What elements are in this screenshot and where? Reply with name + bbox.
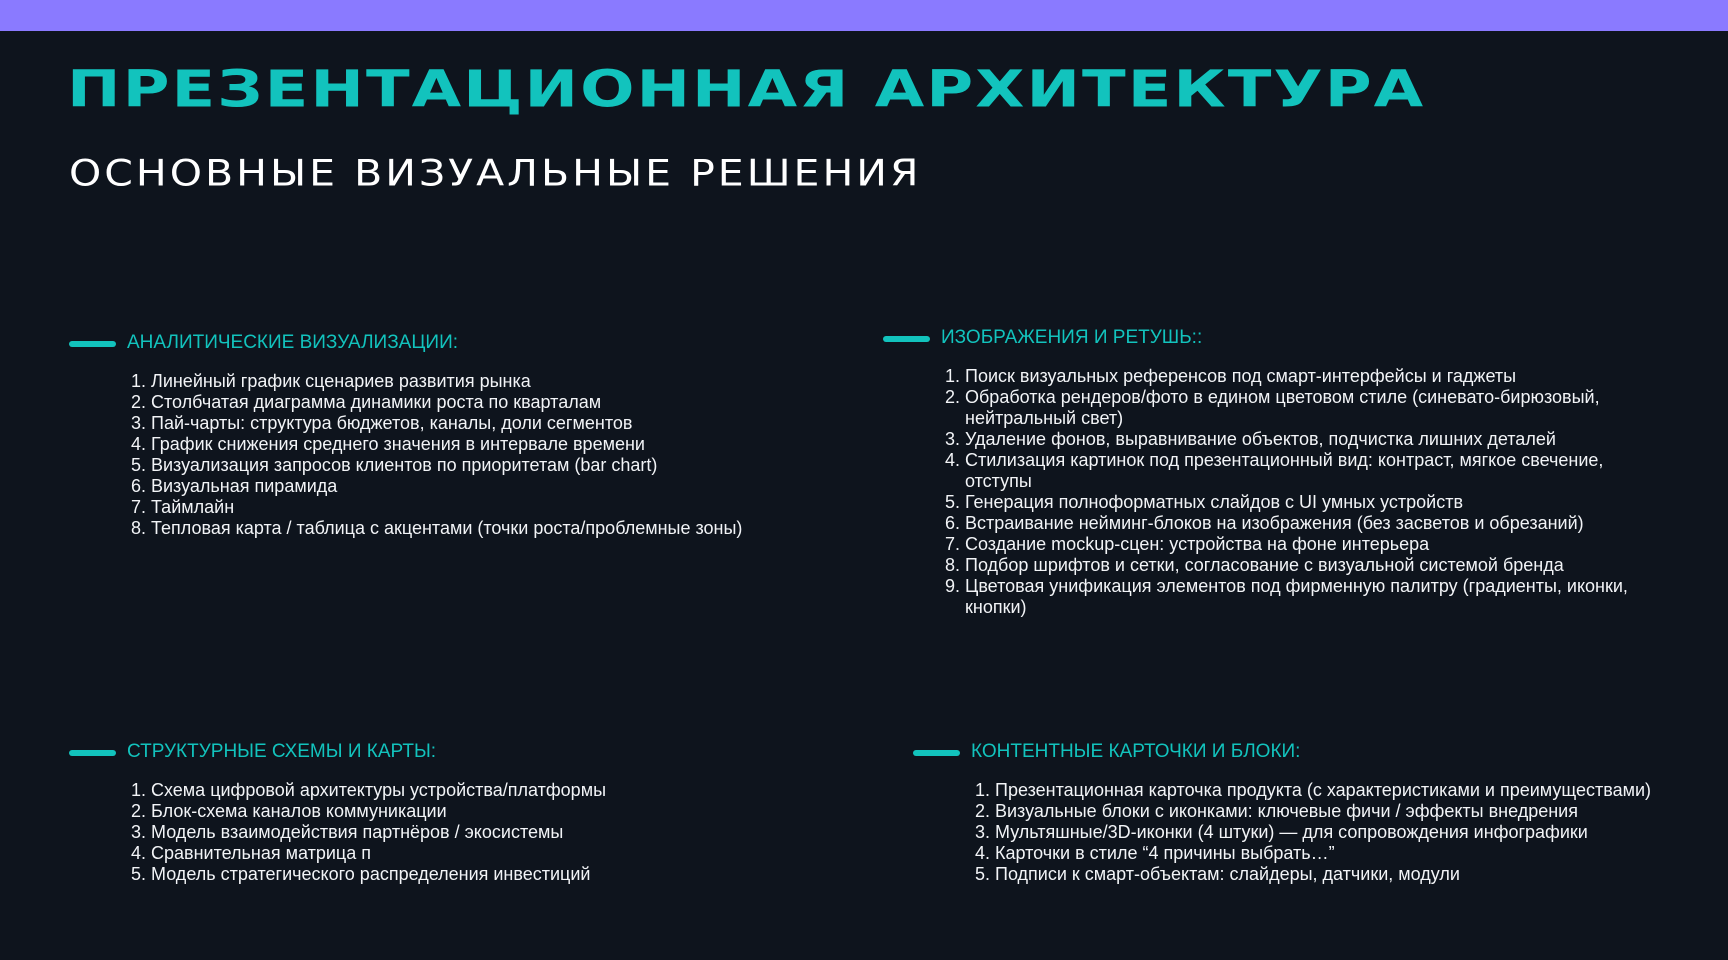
list-item	[131, 434, 749, 455]
item-text: Удаление фонов, выравнивание объектов, подчистка лишних деталей	[965, 429, 1556, 449]
item-text: Сравнительная матрица п	[151, 843, 371, 863]
list-item	[131, 476, 749, 497]
section-title: КОНТЕНТНЫЕ КАРТОЧКИ И БЛОКИ:	[971, 741, 1301, 762]
list-item	[975, 822, 1655, 843]
section-content-cards	[913, 740, 1673, 884]
item-number: 4.	[131, 843, 147, 863]
list-item	[131, 843, 749, 864]
item-text: Схема цифровой архитектуры устройства/платформы	[151, 780, 607, 800]
item-number: 2.	[131, 801, 147, 821]
item-text: Презентационная карточка продукта (с характеристиками и преимуществами)	[995, 780, 1651, 800]
item-text: Встраивание нейминг-блоков на изображения (без засветов и обрезаний)	[965, 513, 1584, 533]
item-number: 2.	[975, 801, 991, 821]
item-number: 5.	[131, 455, 147, 475]
accent-line	[913, 750, 960, 756]
list-item	[131, 371, 749, 392]
section-title: АНАЛИТИЧЕСКИЕ ВИЗУАЛИЗАЦИИ:	[127, 332, 459, 353]
list-item	[131, 822, 749, 843]
item-text: Модель стратегического распределения инвестиций	[151, 864, 591, 884]
section-header	[69, 740, 749, 764]
accent-line	[69, 341, 116, 347]
item-number: 6.	[131, 476, 147, 496]
item-text: Таймлайн	[151, 497, 235, 517]
item-text: Поиск визуальных референсов под смарт-интерфейсы и гаджеты	[965, 366, 1517, 386]
list-item	[945, 429, 1663, 450]
item-number: 1.	[131, 371, 147, 391]
list-item	[945, 555, 1663, 576]
item-text: Визуальная пирамида	[151, 476, 338, 496]
list-item	[131, 455, 749, 476]
item-text: График снижения среднего значения в интервале времени	[151, 434, 645, 454]
item-text: Модель взаимодействия партнёров / экосистемы	[151, 822, 564, 842]
item-text: Цветовая унификация элементов под фирменную палитру (градиенты, иконки, кнопки)	[965, 576, 1628, 617]
item-number: 5.	[975, 864, 991, 884]
item-text: Обработка рендеров/фото в едином цветовом стиле (синевато-бирюзовый, нейтральный свет)	[965, 387, 1600, 428]
list-item	[131, 497, 749, 518]
list-item	[975, 780, 1655, 801]
item-text: Тепловая карта / таблица с акцентами (точки роста/проблемные зоны)	[151, 518, 743, 538]
item-list	[131, 371, 749, 539]
item-text: Карточки в стиле “4 причины выбрать…”	[995, 843, 1335, 863]
item-number: 1.	[131, 780, 147, 800]
item-number: 4.	[945, 450, 961, 470]
item-number: 3.	[131, 413, 147, 433]
list-item	[131, 518, 749, 539]
top-accent-bar	[0, 0, 1728, 31]
accent-line	[69, 750, 116, 756]
item-number: 2.	[131, 392, 147, 412]
page-subtitle: ОСНОВНЫЕ ВИЗУАЛЬНЫЕ РЕШЕНИЯ	[69, 152, 922, 195]
list-item	[945, 492, 1663, 513]
item-text: Столбчатая диаграмма динамики роста по кварталам	[151, 392, 602, 412]
item-text: Подбор шрифтов и сетки, согласование с визуальной системой бренда	[965, 555, 1564, 575]
item-number: 4.	[975, 843, 991, 863]
section-header	[69, 331, 749, 355]
section-analytics	[69, 331, 749, 538]
item-text: Мультяшные/3D-иконки (4 штуки) — для сопровождения инфографики	[995, 822, 1588, 842]
list-item	[945, 576, 1663, 618]
list-item	[945, 513, 1663, 534]
item-number: 2.	[945, 387, 961, 407]
list-item	[131, 801, 749, 822]
accent-line	[883, 336, 930, 342]
item-text: Линейный график сценариев развития рынка	[151, 371, 531, 391]
list-item	[945, 450, 1663, 492]
item-text: Генерация полноформатных слайдов с UI умных устройств	[965, 492, 1464, 512]
section-header	[883, 326, 1663, 350]
section-images-retouch	[883, 326, 1663, 617]
item-text: Создание mockup-сцен: устройства на фоне интерьера	[965, 534, 1430, 554]
list-item	[131, 392, 749, 413]
section-title: ИЗОБРАЖЕНИЯ И РЕТУШЬ::	[941, 327, 1203, 348]
item-text: Стилизация картинок под презентационный вид: контраст, мягкое свечение, отступы	[965, 450, 1604, 491]
item-number: 1.	[945, 366, 961, 386]
item-number: 5.	[131, 864, 147, 884]
item-text: Блок-схема каналов коммуникации	[151, 801, 447, 821]
item-number: 8.	[945, 555, 961, 575]
item-number: 8.	[131, 518, 147, 538]
item-number: 6.	[945, 513, 961, 533]
item-text: Визуальные блоки с иконками: ключевые фичи / эффекты внедрения	[995, 801, 1578, 821]
list-item	[975, 864, 1655, 885]
page-title: ПРЕЗЕНТАЦИОННАЯ АРХИТЕКТУРА	[67, 60, 1426, 120]
item-number: 9.	[945, 576, 961, 596]
section-header	[913, 740, 1673, 764]
section-structural-schemes	[69, 740, 749, 884]
item-text: Пай-чарты: структура бюджетов, каналы, доли сегментов	[151, 413, 633, 433]
list-item	[131, 864, 749, 885]
list-item	[131, 780, 749, 801]
section-title: СТРУКТУРНЫЕ СХЕМЫ И КАРТЫ:	[127, 741, 437, 762]
item-number: 1.	[975, 780, 991, 800]
item-number: 7.	[945, 534, 961, 554]
item-number: 3.	[945, 429, 961, 449]
item-number: 3.	[131, 822, 147, 842]
item-text: Визуализация запросов клиентов по приоритетам (bar chart)	[151, 455, 658, 475]
item-list	[975, 780, 1655, 885]
item-number: 7.	[131, 497, 147, 517]
item-list	[945, 366, 1663, 618]
item-list	[131, 780, 749, 885]
list-item	[945, 366, 1663, 387]
item-number: 4.	[131, 434, 147, 454]
list-item	[975, 843, 1655, 864]
list-item	[945, 387, 1663, 429]
item-text: Подписи к смарт-объектам: слайдеры, датчики, модули	[995, 864, 1460, 884]
list-item	[945, 534, 1663, 555]
item-number: 3.	[975, 822, 991, 842]
list-item	[975, 801, 1655, 822]
item-number: 5.	[945, 492, 961, 512]
list-item	[131, 413, 749, 434]
